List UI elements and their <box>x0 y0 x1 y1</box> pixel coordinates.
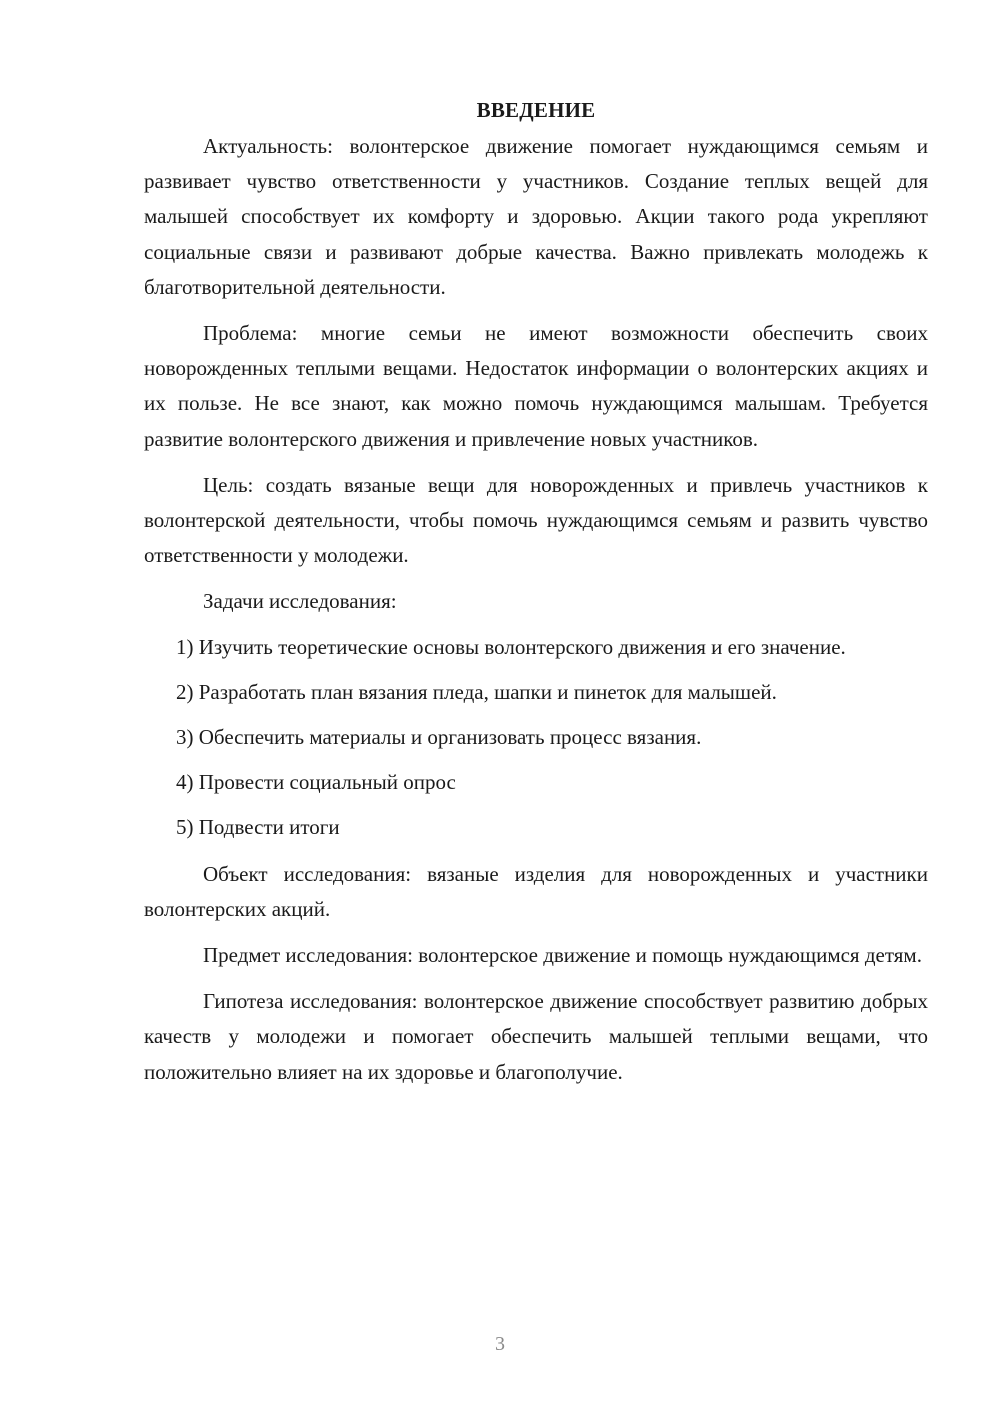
section-title: ВВЕДЕНИЕ <box>476 98 596 122</box>
task-item-1: 1) Изучить теоретические основы волонтерского движения и его значение. <box>176 634 846 659</box>
task-item-4: 4) Провести социальный опрос <box>176 770 456 795</box>
paragraph-hypothesis: Гипотеза исследования: волонтерское движение способствует развитию добрых качеств у молодежи и помогает обеспечить малышей теплыми вещами, что положительно влияет на их здоровье и благополучие. <box>144 989 928 1084</box>
task-item-5: 5) Подвести итоги <box>176 815 340 840</box>
paragraph-object: Объект исследования: вязаные изделия для новорожденных и участники волонтерских акций. <box>144 861 928 921</box>
paragraph-problem: Проблема: многие семьи не имеют возможности обеспечить своих новорожденных теплыми вещами. Недостаток информации о волонтерских акциях и их пользе. Не все знают, как можно помочь нуждающимся малышам. Требуется развитие волонтерского движения и привлечение новых участников. <box>144 321 928 451</box>
task-item-2: 2) Разработать план вязания пледа, шапки и пинеток для малышей. <box>176 679 777 704</box>
paragraph-actuality: Актуальность: волонтерское движение помогает нуждающимся семьям и развивает чувство ответственности у участников. Создание теплых вещей для малышей способствует их комфорту и здоровью. Акции такого рода укрепляют социальные связи и развивают добрые качества. Важно привлекать молодежь к благотворительной деятельности. <box>144 134 928 299</box>
paragraph-goal: Цель: создать вязаные вещи для новорожденных и привлечь участников к волонтерской деятельности, чтобы помочь нуждающимся семьям и развить чувство ответственности у молодежи. <box>144 472 928 568</box>
task-item-3: 3) Обеспечить материалы и организовать процесс вязания. <box>176 725 702 750</box>
tasks-heading: Задачи исследования: <box>203 589 397 614</box>
document-page <box>144 95 928 1090</box>
page-number: 3 <box>495 1333 505 1355</box>
paragraph-subject: Предмет исследования: волонтерское движение и помощь нуждающимся детям. <box>203 943 922 968</box>
